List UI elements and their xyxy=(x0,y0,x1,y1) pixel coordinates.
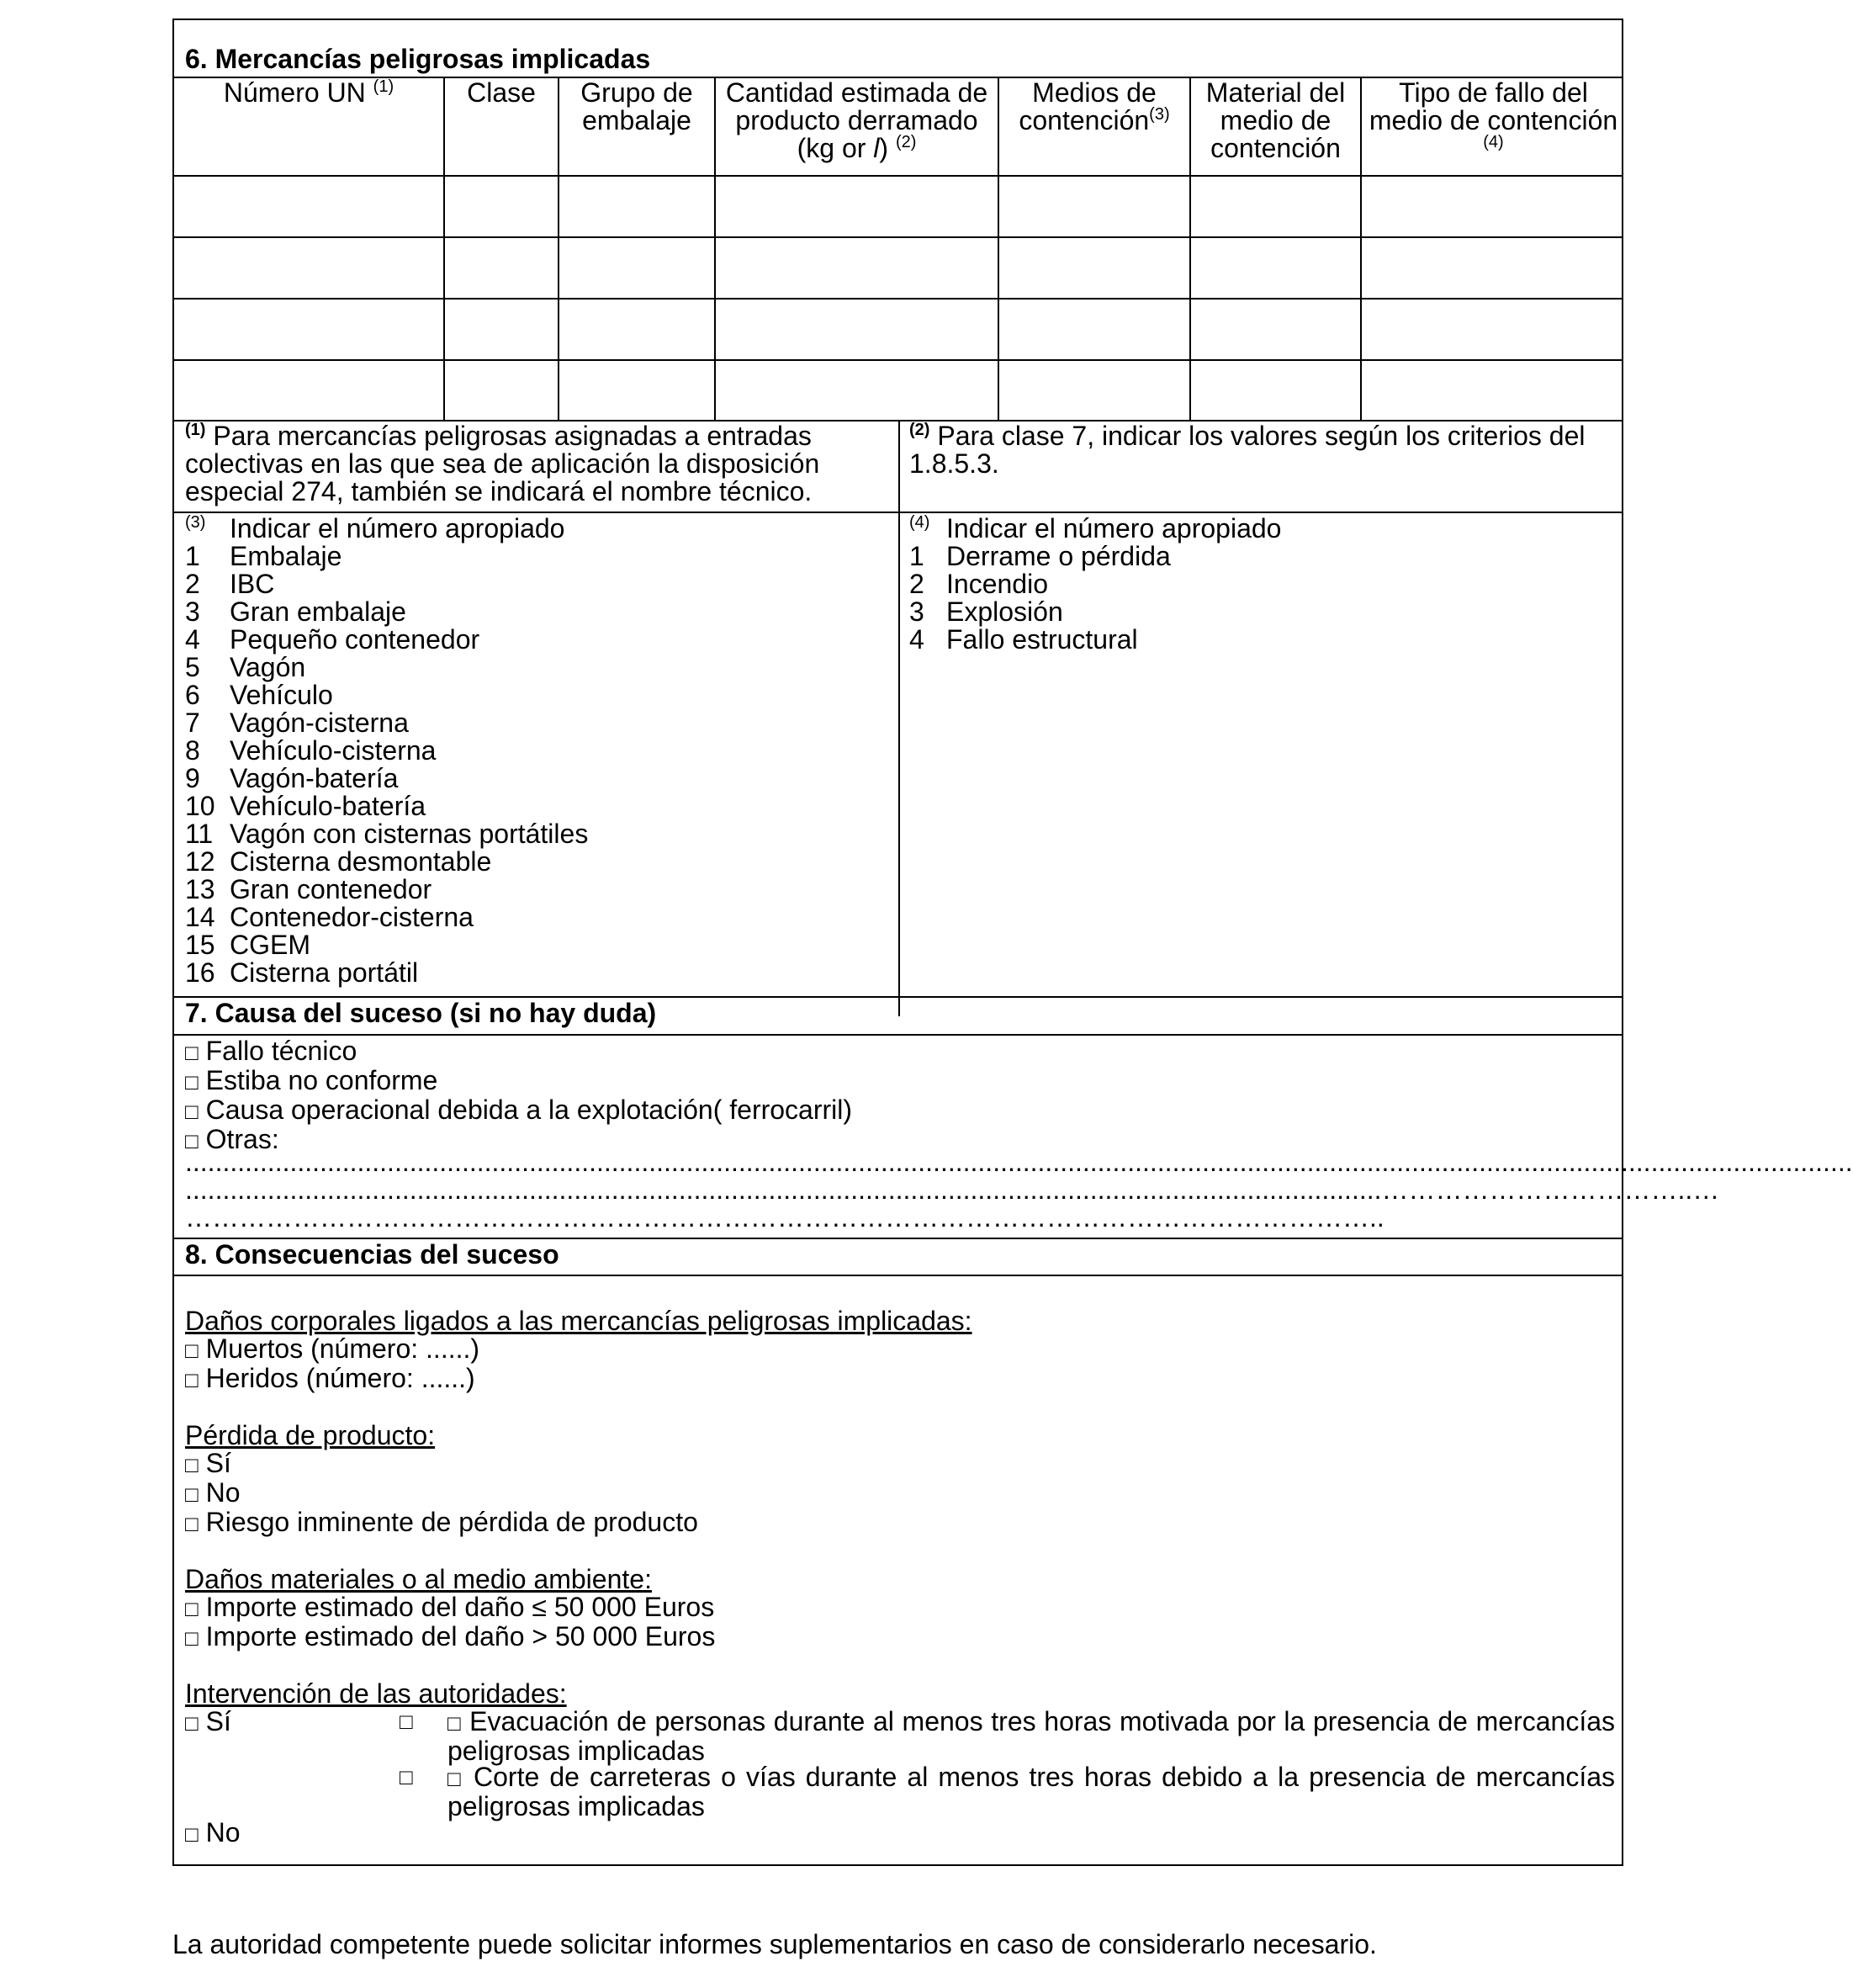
footer-note: La autoridad competente puede solicitar informes suplementarios en caso de considerarlo necesario. xyxy=(172,1929,1377,1959)
containment-list-item: 4 Pequeño contenedor xyxy=(185,624,480,655)
table-row-line xyxy=(174,359,1622,361)
col-header-un-number: Número UN $^{(1)}$ xyxy=(223,77,394,108)
damage-heading: Daños materiales o al medio ambiente: xyxy=(185,1564,652,1594)
checkbox-icon: □ xyxy=(185,1367,199,1392)
containment-list-item: 12 Cisterna desmontable xyxy=(185,846,492,877)
consequences-block xyxy=(185,1307,1615,1848)
notes-divider xyxy=(898,420,900,1016)
section-7-title: 7. Causa del suceso (si no hay duda) xyxy=(185,998,657,1028)
authorities-yes-option[interactable]: □ Sí xyxy=(185,1706,231,1736)
divider xyxy=(174,1034,1622,1036)
col-header-class: Clase xyxy=(467,77,536,108)
injuries-heading: Daños corporales ligados a las mercancías peligrosas implicadas: xyxy=(185,1306,972,1336)
damage-option[interactable]: □ Importe estimado del daño > 50 000 Euros xyxy=(185,1621,716,1651)
cause-option[interactable]: □ Fallo técnico xyxy=(185,1036,357,1066)
containment-list-item: 13 Gran contenedor xyxy=(185,874,432,904)
evacuation-option[interactable]: □ Evacuación de personas durante al menos tres horas motivada por la presencia de mercancías peligrosas implicadas xyxy=(447,1706,1616,1766)
checkbox-icon[interactable]: □ xyxy=(400,1764,413,1789)
loss-option[interactable]: □ Sí xyxy=(185,1448,231,1478)
checkbox-icon: □ xyxy=(185,1069,199,1095)
containment-list-item: 11 Vagón con cisternas portátiles xyxy=(185,819,589,849)
authorities-heading: Intervención de las autoridades: xyxy=(185,1678,567,1709)
containment-list-item: 10 Vehículo-batería xyxy=(185,791,426,821)
loss-option[interactable]: □ Riesgo inminente de pérdida de producto xyxy=(185,1507,698,1537)
cause-option[interactable]: □ Otras: xyxy=(185,1124,279,1154)
note-1: $^{(1)}$ Para mercancías peligrosas asignadas a entradas colectivas en las que sea de aplicación la disposición especial 274, también se indicará el nombre técnico. xyxy=(185,421,820,506)
failure-list-item: 1 Derrame o pérdida xyxy=(909,541,1171,571)
section-6-title: 6. Mercancías peligrosas implicadas xyxy=(185,44,651,74)
checkbox-icon: □ xyxy=(185,1128,199,1153)
other-cause-line-2[interactable]: ................................................................................................................................................................……………………………..… xyxy=(185,1174,1720,1205)
section-8-title: 8. Consecuencias del suceso xyxy=(185,1239,559,1270)
checkbox-icon: □ xyxy=(185,1099,199,1124)
containment-list-item: 8 Vehículo-cisterna xyxy=(185,735,437,766)
other-cause-line-1[interactable]: ............................................................................................................................................................................................................................... xyxy=(185,1147,1853,1177)
checkbox-icon: □ xyxy=(185,1040,199,1065)
containment-list-item: 6 Vehículo xyxy=(185,680,333,710)
damage-option[interactable]: □ Importe estimado del daño ≤ 50 000 Euros xyxy=(185,1592,715,1622)
note-4-failure-list: $^{(4)}$ Indicar el número apropiado 1 Derrame o pérdida 2 Incendio 3 Explosión 4 Fallo estructural xyxy=(909,515,1616,654)
containment-list-item: 5 Vagón xyxy=(185,652,306,682)
checkbox-icon: □ xyxy=(185,1511,199,1536)
failure-list-item: 2 Incendio xyxy=(909,569,1048,599)
failure-list-item: 3 Explosión xyxy=(909,596,1063,627)
checkbox-icon[interactable]: □ xyxy=(400,1709,413,1734)
checkbox-icon: □ xyxy=(185,1596,199,1621)
cause-option[interactable]: □ Estiba no conforme xyxy=(185,1065,438,1095)
col-header-containment: Medios de contención$^{(3)}$ xyxy=(1019,77,1170,135)
failure-list-item: 4 Fallo estructural xyxy=(909,624,1138,655)
note-3-containment-list: $^{(3)}$ Indicar el número apropiado 1 Embalaje 2 IBC 3 Gran embalaje 4 Pequeño contenedor 5 Vagón 6 Vehículo 7 Vagón-cisterna 8 Vehículo-cisterna 9 Vagón-batería 10 Vehículo-batería 11 Vagón con cisternas portátiles 12 Cisterna desmontable 13 Gran contenedor 14 Contenedor-cisterna 15 CGEM 16 Cisterna portátil xyxy=(185,515,892,987)
table-row-line xyxy=(174,236,1622,238)
checkbox-icon: □ xyxy=(185,1482,199,1507)
loss-heading: Pérdida de producto: xyxy=(185,1420,436,1450)
checkbox-icon: □ xyxy=(185,1338,199,1363)
col-header-failure-type: Tipo de fallo del medio de contención $^{(4)}$ xyxy=(1369,77,1618,151)
table-row-line xyxy=(174,175,1622,177)
other-cause-line-3[interactable]: …………………………………………………………………………………………………………………….. xyxy=(185,1202,1384,1233)
col-divider xyxy=(443,77,445,420)
injury-option[interactable]: □ Muertos (número: ......) xyxy=(185,1333,480,1364)
containment-list-item: 16 Cisterna portátil xyxy=(185,957,419,988)
cause-option[interactable]: □ Causa operacional debida a la explotación( ferrocarril) xyxy=(185,1095,853,1125)
injury-option[interactable]: □ Heridos (número: ......) xyxy=(185,1363,475,1393)
containment-list-item: 9 Vagón-batería xyxy=(185,763,399,793)
containment-list-item: 1 Embalaje xyxy=(185,541,342,571)
note-2: $^{(2)}$ Para clase 7, indicar los valores según los criterios del 1.8.5.3. xyxy=(909,421,1586,479)
road-closure-option[interactable]: □ Corte de carreteras o vías durante al menos tres horas debido a la presencia de mercancías peligrosas implicadas xyxy=(447,1762,1616,1821)
loss-option[interactable]: □ No xyxy=(185,1477,241,1508)
cause-options xyxy=(185,1037,852,1155)
col-header-packing-group: Grupo de embalaje xyxy=(580,77,693,135)
checkbox-icon: □ xyxy=(185,1452,199,1477)
containment-list-item: 15 CGEM xyxy=(185,930,310,960)
col-header-containment-material: Material del medio de contención xyxy=(1205,77,1346,163)
incident-report-form xyxy=(172,19,1853,1866)
containment-list-item: 7 Vagón-cisterna xyxy=(185,708,409,738)
containment-list-item: 14 Contenedor-cisterna xyxy=(185,902,474,932)
authorities-no-option[interactable]: □ No xyxy=(185,1817,241,1848)
checkbox-icon: □ xyxy=(185,1625,199,1651)
col-header-estimated-quantity: Cantidad estimada de producto derramado (kg or l) $^{(2)}$ xyxy=(725,77,988,163)
table-row-line xyxy=(174,298,1622,300)
containment-list-item: 3 Gran embalaje xyxy=(185,596,406,627)
containment-list-item: 2 IBC xyxy=(185,569,275,599)
divider xyxy=(174,1275,1622,1276)
